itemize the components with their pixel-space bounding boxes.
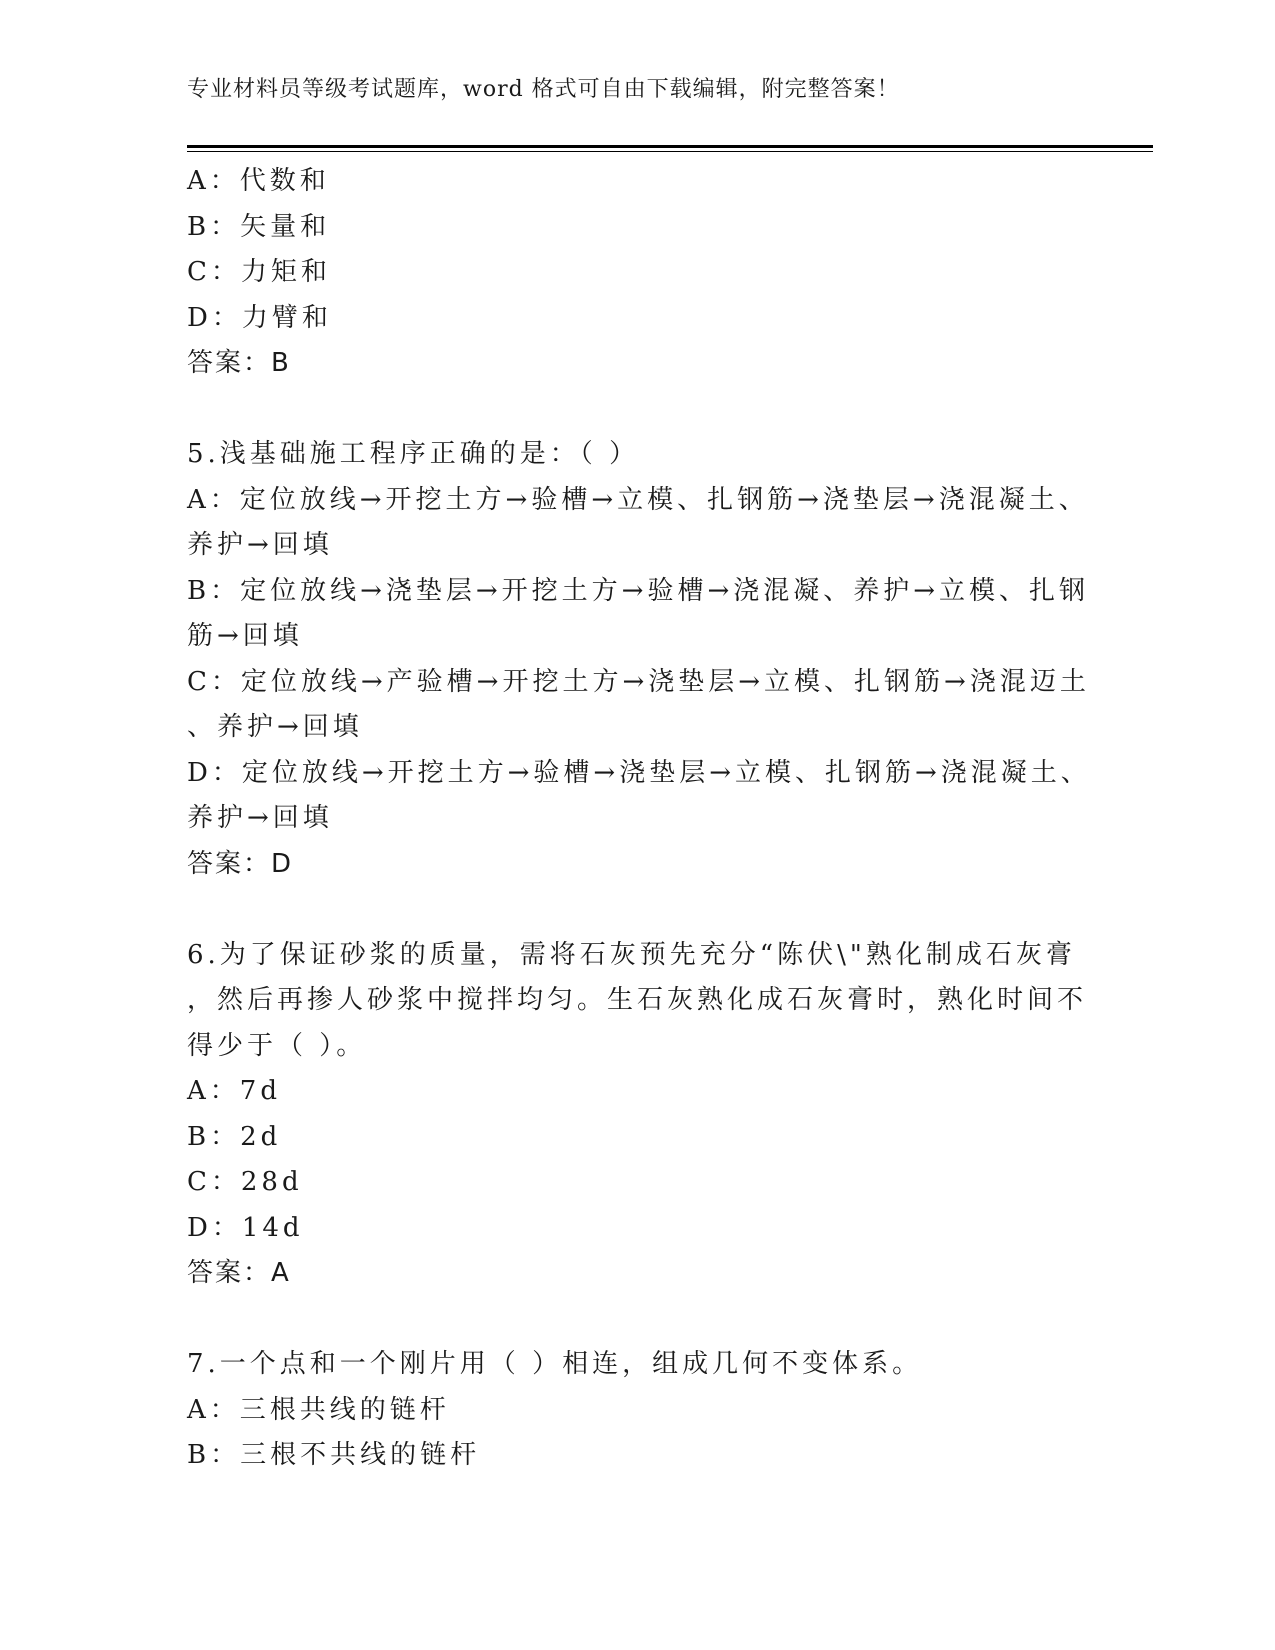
header-rule-thick	[187, 145, 1153, 148]
q4-answer: 答案：B	[187, 348, 291, 378]
spacer	[187, 387, 1087, 433]
q4-option-b: B：矢量和	[187, 211, 331, 242]
q6-stem-line-2: ，然后再掺人砂浆中搅拌均匀。生石灰熟化成石灰膏时，熟化时间不	[187, 985, 1088, 1015]
q5-option-a-cont: 养护→回填	[187, 530, 333, 560]
header-rule-thin	[187, 151, 1153, 152]
q4-option-c: C：力矩和	[187, 257, 331, 287]
q6-option-c: C：28d	[187, 1167, 303, 1197]
q6-stem-line-3: 得少于（ ）。	[187, 1030, 367, 1061]
spacer	[187, 887, 1087, 933]
q5-option-d-cont: 养护→回填	[187, 803, 333, 833]
spacer	[187, 1297, 1087, 1343]
q7-option-b: B：三根不共线的链杆	[187, 1440, 481, 1470]
q5-option-d: D：定位放线→开挖土方→验槽→浇垫层→立模、扎钢筋→浇混凝土、	[187, 757, 1091, 788]
page-header: 专业材料员等级考试题库，word 格式可自由下载编辑，附完整答案！	[187, 77, 900, 102]
q7-stem: 7.一个点和一个刚片用（ ）相连，组成几何不变体系。	[187, 1349, 923, 1379]
q5-option-a: A：定位放线→开挖土方→验槽→立模、扎钢筋→浇垫层→浇混凝土、	[187, 484, 1089, 515]
q4-option-d: D：力臂和	[187, 302, 332, 333]
q5-option-b-cont: 筋→回填	[187, 621, 303, 651]
q5-option-b: B：定位放线→浇垫层→开挖土方→验槽→浇混凝、养护→立模、扎钢	[187, 575, 1090, 606]
q6-answer: 答案：A	[187, 1258, 291, 1288]
question-content	[187, 159, 1091, 1479]
q6-stem-line-1: 6.为了保证砂浆的质量，需将石灰预先充分“陈伏\"熟化制成石灰膏	[187, 939, 1076, 970]
q5-option-c-cont: 、养护→回填	[187, 712, 363, 742]
q5-answer: 答案：D	[187, 848, 294, 879]
q7-option-a: A：三根共线的链杆	[187, 1394, 450, 1425]
q5-option-c: C：定位放线→产验槽→开挖土方→浇垫层→立模、扎钢筋→浇混迈土	[187, 666, 1090, 697]
q6-option-b: B：2d	[187, 1121, 282, 1152]
q4-option-a: A：代数和	[187, 166, 330, 196]
q6-option-a: A：7d	[187, 1076, 281, 1106]
q5-stem: 5.浅基础施工程序正确的是：（ ）	[187, 439, 640, 469]
q6-option-d: D：14d	[187, 1212, 304, 1243]
